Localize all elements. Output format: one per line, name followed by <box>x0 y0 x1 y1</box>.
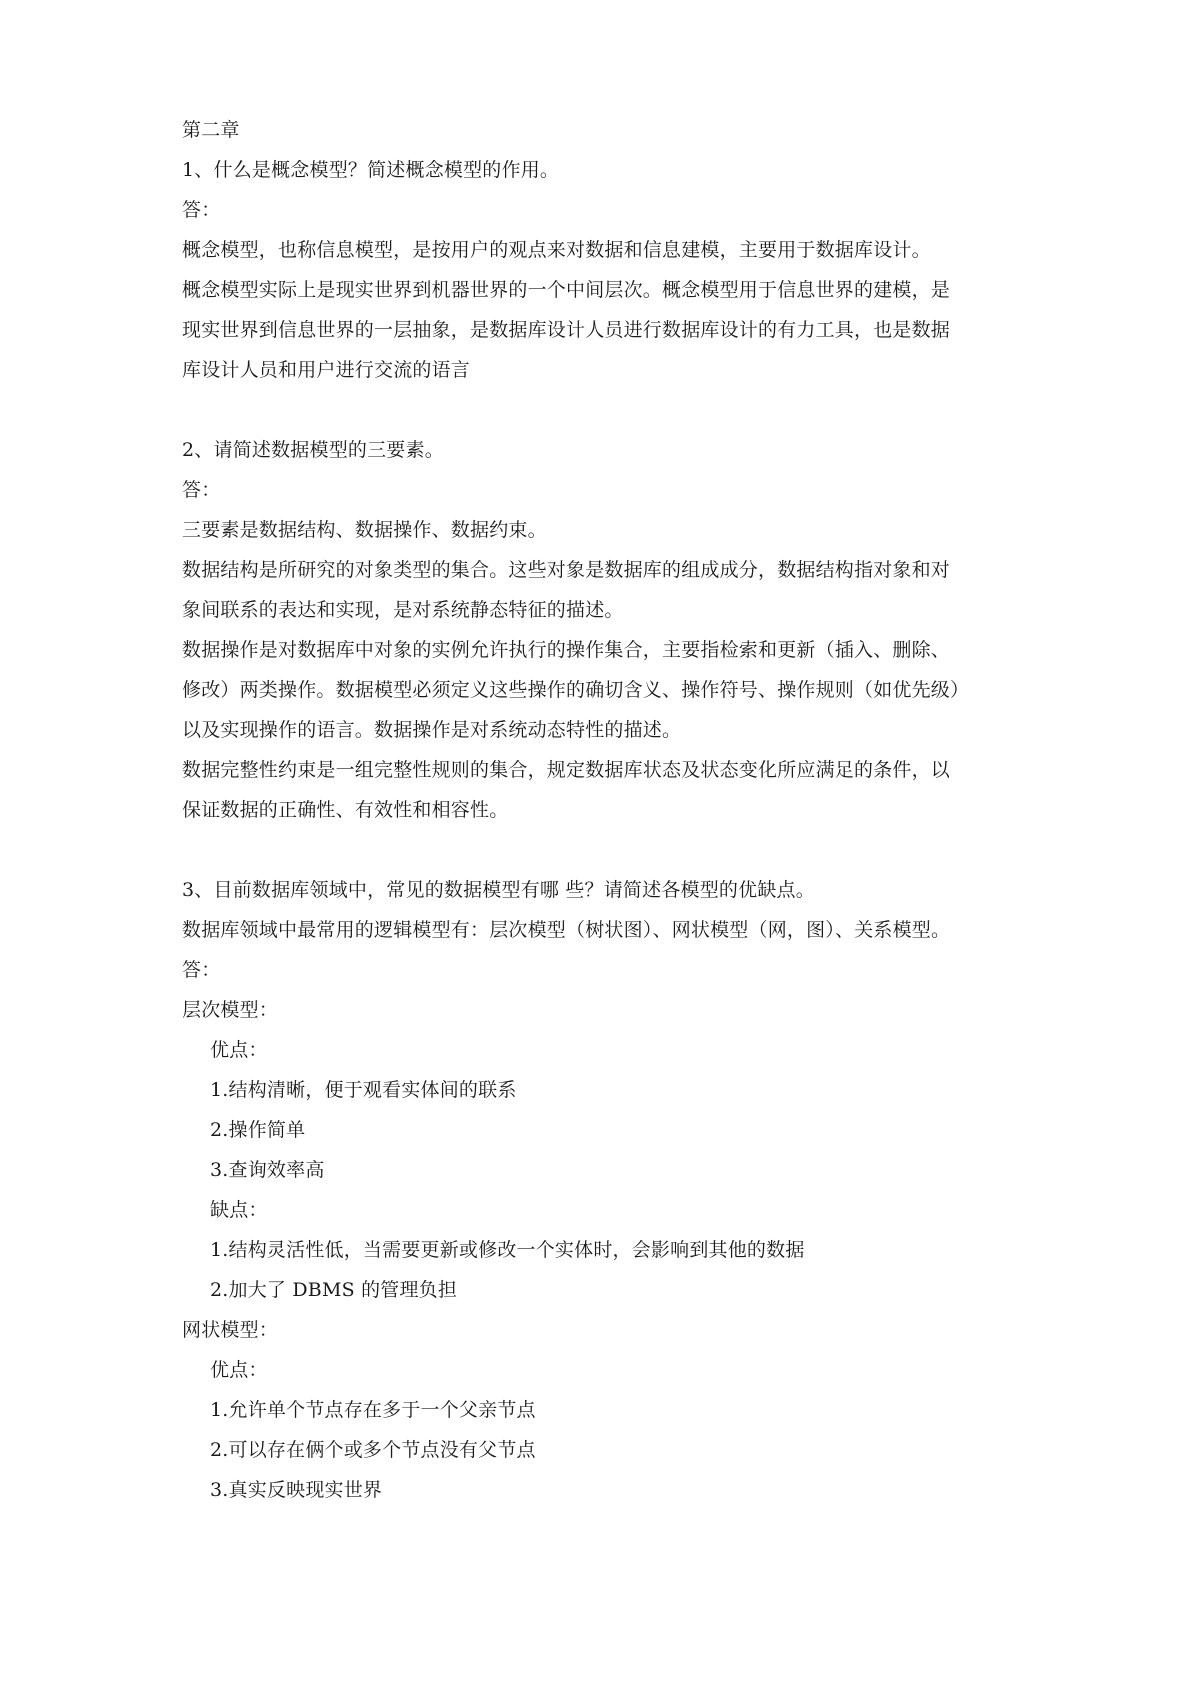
paragraph-gap <box>182 390 1022 430</box>
network-pro-item: 3.真实反映现实世界 <box>210 1479 383 1501</box>
hierarchical-pro-item: 1.结构清晰，便于观看实体间的联系 <box>210 1079 517 1101</box>
question-1: 1、什么是概念模型？简述概念模型的作用。 <box>182 159 560 181</box>
question-2: 2、请简述数据模型的三要素。 <box>182 439 444 461</box>
answer-1-line: 现实世界到信息世界的一层抽象，是数据库设计人员进行数据库设计的有力工具，也是数据 <box>182 319 951 341</box>
hierarchical-con-item: 1.结构灵活性低，当需要更新或修改一个实体时，会影响到其他的数据 <box>210 1239 805 1261</box>
hierarchical-cons-label: 缺点： <box>210 1199 268 1221</box>
hierarchical-pro-item: 3.查询效率高 <box>210 1159 325 1181</box>
answer-label-2: 答： <box>182 479 221 501</box>
answer-1-line: 概念模型实际上是现实世界到机器世界的一个中间层次。概念模型用于信息世界的建模，是 <box>182 279 951 301</box>
network-pro-item: 2.可以存在俩个或多个节点没有父节点 <box>210 1439 536 1461</box>
answer-2-line: 象间联系的表达和实现，是对系统静态特征的描述。 <box>182 599 624 621</box>
answer-2-line: 修改）两类操作。数据模型必须定义这些操作的确切含义、操作符号、操作规则（如优先级） <box>182 679 970 701</box>
question-3-intro: 数据库领域中最常用的逻辑模型有：层次模型（树状图）、网状模型（网，图）、关系模型。 <box>182 919 951 941</box>
answer-2-line: 三要素是数据结构、数据操作、数据约束。 <box>182 519 547 541</box>
answer-2-line: 保证数据的正确性、有效性和相容性。 <box>182 799 509 821</box>
hierarchical-pros-label: 优点： <box>210 1039 268 1061</box>
answer-1-line: 库设计人员和用户进行交流的语言 <box>182 359 471 381</box>
answer-2-line: 数据结构是所研究的对象类型的集合。这些对象是数据库的组成成分，数据结构指对象和对 <box>182 559 951 581</box>
hierarchical-con-item: 2.加大了 DBMS 的管理负担 <box>210 1279 458 1301</box>
answer-2-line: 以及实现操作的语言。数据操作是对系统动态特性的描述。 <box>182 719 682 741</box>
hierarchical-pro-item: 2.操作简单 <box>210 1119 306 1141</box>
paragraph-gap <box>182 830 1022 870</box>
answer-label-1: 答： <box>182 199 221 221</box>
chapter-title: 第二章 <box>182 119 240 141</box>
answer-label-3: 答： <box>182 959 221 981</box>
hierarchical-model-title: 层次模型： <box>182 999 279 1021</box>
document-body <box>182 110 1022 1510</box>
network-pro-item: 1.允许单个节点存在多于一个父亲节点 <box>210 1399 536 1421</box>
question-3: 3、目前数据库领域中，常见的数据模型有哪 些？请简述各模型的优缺点。 <box>182 879 815 901</box>
network-model-title: 网状模型： <box>182 1319 279 1341</box>
answer-2-line: 数据操作是对数据库中对象的实例允许执行的操作集合，主要指检索和更新（插入、删除、 <box>182 639 951 661</box>
network-pros-label: 优点： <box>210 1359 268 1381</box>
answer-1-line: 概念模型，也称信息模型，是按用户的观点来对数据和信息建模，主要用于数据库设计。 <box>182 239 931 261</box>
answer-2-line: 数据完整性约束是一组完整性规则的集合，规定数据库状态及状态变化所应满足的条件，以 <box>182 759 951 781</box>
